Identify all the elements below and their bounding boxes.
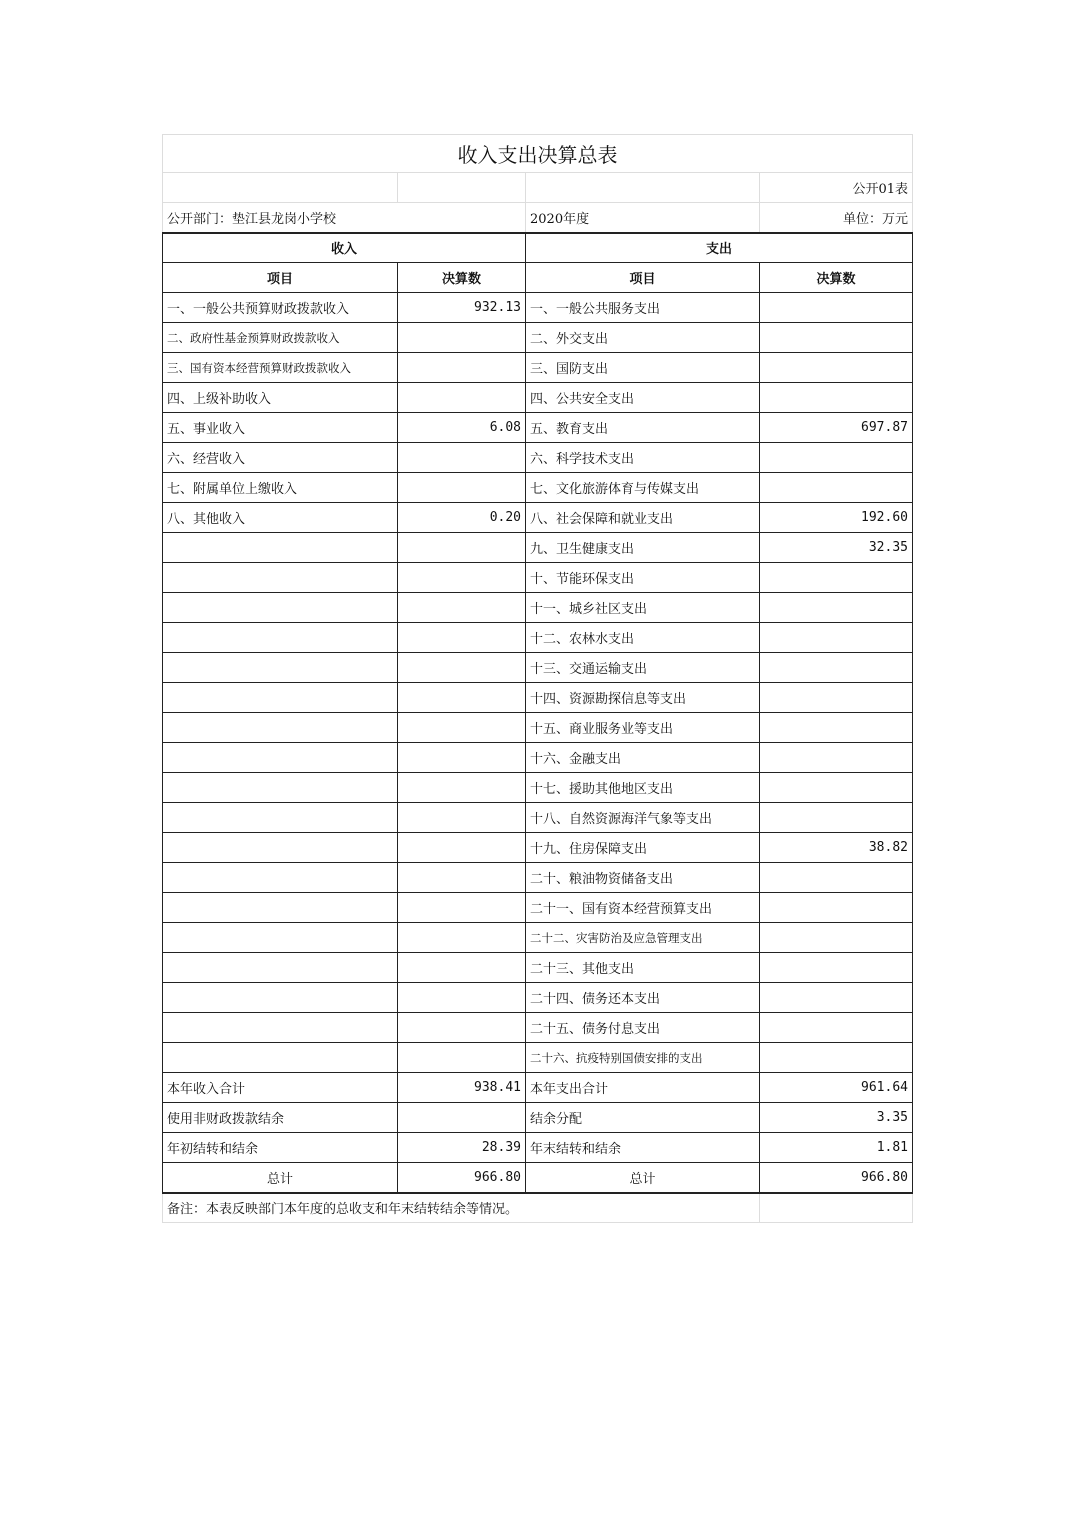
income-amount bbox=[398, 473, 526, 503]
income-item bbox=[163, 923, 398, 953]
expense-item: 十五、商业服务业等支出 bbox=[526, 713, 760, 743]
expense-amount bbox=[760, 683, 913, 713]
income-item bbox=[163, 803, 398, 833]
table-row bbox=[163, 563, 913, 593]
expense-amount bbox=[760, 293, 913, 323]
income-amount-header: 决算数 bbox=[398, 263, 526, 293]
income-amount bbox=[398, 773, 526, 803]
expense-amount bbox=[760, 593, 913, 623]
table-row bbox=[163, 833, 913, 863]
expense-item: 二十二、灾害防治及应急管理支出 bbox=[526, 923, 760, 953]
income-item bbox=[163, 743, 398, 773]
income-section-header: 收入 bbox=[163, 233, 526, 263]
table-row bbox=[163, 533, 913, 563]
expense-item: 十二、农林水支出 bbox=[526, 623, 760, 653]
table-row bbox=[163, 1133, 913, 1163]
table-row bbox=[163, 413, 913, 443]
income-amount bbox=[398, 323, 526, 353]
table-row bbox=[163, 683, 913, 713]
total-expense-amount: 966.80 bbox=[760, 1163, 913, 1193]
table-row bbox=[163, 953, 913, 983]
income-item bbox=[163, 953, 398, 983]
expense-item: 十八、自然资源海洋气象等支出 bbox=[526, 803, 760, 833]
table-row bbox=[163, 293, 913, 323]
income-amount bbox=[398, 833, 526, 863]
table-row bbox=[163, 443, 913, 473]
expense-amount bbox=[760, 773, 913, 803]
expense-item: 八、社会保障和就业支出 bbox=[526, 503, 760, 533]
note-row bbox=[163, 1193, 913, 1223]
income-item bbox=[163, 653, 398, 683]
income-item bbox=[163, 863, 398, 893]
income-item bbox=[163, 563, 398, 593]
expense-amount bbox=[760, 1013, 913, 1043]
expense-amount bbox=[760, 353, 913, 383]
table-row bbox=[163, 593, 913, 623]
expense-amount bbox=[760, 443, 913, 473]
expense-amount bbox=[760, 953, 913, 983]
expense-item: 二十五、债务付息支出 bbox=[526, 1013, 760, 1043]
expense-amount bbox=[760, 473, 913, 503]
expense-item: 结余分配 bbox=[526, 1103, 760, 1133]
expense-item: 十七、援助其他地区支出 bbox=[526, 773, 760, 803]
expense-amount bbox=[760, 983, 913, 1013]
expense-amount bbox=[760, 743, 913, 773]
table-row bbox=[163, 713, 913, 743]
expense-item: 二十一、国有资本经营预算支出 bbox=[526, 893, 760, 923]
expense-amount bbox=[760, 563, 913, 593]
income-item: 使用非财政拨款结余 bbox=[163, 1103, 398, 1133]
expense-item: 二、外交支出 bbox=[526, 323, 760, 353]
income-amount bbox=[398, 1013, 526, 1043]
expense-amount bbox=[760, 923, 913, 953]
expense-amount bbox=[760, 383, 913, 413]
expense-amount: 3.35 bbox=[760, 1103, 913, 1133]
expense-item: 一、一般公共服务支出 bbox=[526, 293, 760, 323]
expense-amount: 1.81 bbox=[760, 1133, 913, 1163]
expense-item: 六、科学技术支出 bbox=[526, 443, 760, 473]
income-item: 三、国有资本经营预算财政拨款收入 bbox=[163, 353, 398, 383]
expense-item: 二十六、抗疫特别国债安排的支出 bbox=[526, 1043, 760, 1073]
expense-amount: 697.87 bbox=[760, 413, 913, 443]
income-amount: 0.20 bbox=[398, 503, 526, 533]
table-row bbox=[163, 1043, 913, 1073]
meta-row bbox=[163, 203, 913, 233]
income-amount bbox=[398, 743, 526, 773]
income-item: 六、经营收入 bbox=[163, 443, 398, 473]
expense-amount bbox=[760, 323, 913, 353]
income-amount bbox=[398, 383, 526, 413]
income-amount bbox=[398, 593, 526, 623]
section-header-row bbox=[163, 233, 913, 263]
income-item: 四、上级补助收入 bbox=[163, 383, 398, 413]
table-row bbox=[163, 923, 913, 953]
expense-item: 二十四、债务还本支出 bbox=[526, 983, 760, 1013]
expense-amount: 38.82 bbox=[760, 833, 913, 863]
expense-amount: 32.35 bbox=[760, 533, 913, 563]
total-income-amount: 966.80 bbox=[398, 1163, 526, 1193]
income-amount: 938.41 bbox=[398, 1073, 526, 1103]
table-row bbox=[163, 863, 913, 893]
income-item bbox=[163, 773, 398, 803]
expense-amount bbox=[760, 893, 913, 923]
expense-amount bbox=[760, 863, 913, 893]
budget-sheet bbox=[162, 134, 912, 1223]
income-amount bbox=[398, 713, 526, 743]
income-amount bbox=[398, 533, 526, 563]
income-amount bbox=[398, 353, 526, 383]
income-expense-table bbox=[162, 134, 913, 1223]
income-item bbox=[163, 683, 398, 713]
form-number: 公开01表 bbox=[760, 173, 913, 203]
expense-item: 本年支出合计 bbox=[526, 1073, 760, 1103]
income-item bbox=[163, 593, 398, 623]
table-row bbox=[163, 383, 913, 413]
income-amount bbox=[398, 443, 526, 473]
income-item bbox=[163, 1043, 398, 1073]
table-row bbox=[163, 623, 913, 653]
income-amount: 28.39 bbox=[398, 1133, 526, 1163]
income-amount bbox=[398, 683, 526, 713]
expense-amount-header: 决算数 bbox=[760, 263, 913, 293]
income-item bbox=[163, 623, 398, 653]
income-item bbox=[163, 1013, 398, 1043]
expense-item: 十三、交通运输支出 bbox=[526, 653, 760, 683]
table-row bbox=[163, 503, 913, 533]
income-amount bbox=[398, 653, 526, 683]
expense-item: 十一、城乡社区支出 bbox=[526, 593, 760, 623]
expense-amount bbox=[760, 803, 913, 833]
income-item: 二、政府性基金预算财政拨款收入 bbox=[163, 323, 398, 353]
income-item bbox=[163, 533, 398, 563]
department-label: 公开部门：垫江县龙岗小学校 bbox=[163, 203, 526, 233]
income-item bbox=[163, 833, 398, 863]
income-amount: 932.13 bbox=[398, 293, 526, 323]
expense-amount: 192.60 bbox=[760, 503, 913, 533]
expense-item: 十、节能环保支出 bbox=[526, 563, 760, 593]
income-amount bbox=[398, 863, 526, 893]
table-row bbox=[163, 1103, 913, 1133]
column-header-row bbox=[163, 263, 913, 293]
expense-item: 四、公共安全支出 bbox=[526, 383, 760, 413]
table-row bbox=[163, 353, 913, 383]
expense-amount bbox=[760, 713, 913, 743]
income-item: 八、其他收入 bbox=[163, 503, 398, 533]
expense-item: 二十、粮油物资储备支出 bbox=[526, 863, 760, 893]
expense-amount bbox=[760, 1043, 913, 1073]
table-row bbox=[163, 1073, 913, 1103]
income-amount bbox=[398, 893, 526, 923]
income-amount bbox=[398, 803, 526, 833]
table-title: 收入支出决算总表 bbox=[163, 135, 913, 173]
expense-item: 十四、资源勘探信息等支出 bbox=[526, 683, 760, 713]
table-row bbox=[163, 773, 913, 803]
expense-amount: 961.64 bbox=[760, 1073, 913, 1103]
income-amount bbox=[398, 953, 526, 983]
table-note: 备注：本表反映部门本年度的总收支和年末结转结余等情况。 bbox=[163, 1193, 760, 1223]
income-item: 年初结转和结余 bbox=[163, 1133, 398, 1163]
fiscal-year: 2020年度 bbox=[526, 203, 760, 233]
income-amount bbox=[398, 983, 526, 1013]
income-item: 一、一般公共预算财政拨款收入 bbox=[163, 293, 398, 323]
expense-amount bbox=[760, 653, 913, 683]
income-item: 五、事业收入 bbox=[163, 413, 398, 443]
table-row bbox=[163, 473, 913, 503]
table-row bbox=[163, 983, 913, 1013]
income-item bbox=[163, 893, 398, 923]
total-expense-label: 总计 bbox=[526, 1163, 760, 1193]
title-row bbox=[163, 135, 913, 173]
expense-item: 十六、金融支出 bbox=[526, 743, 760, 773]
income-amount bbox=[398, 923, 526, 953]
income-item: 本年收入合计 bbox=[163, 1073, 398, 1103]
expense-item: 年末结转和结余 bbox=[526, 1133, 760, 1163]
income-item-header: 项目 bbox=[163, 263, 398, 293]
income-item bbox=[163, 713, 398, 743]
table-row bbox=[163, 803, 913, 833]
expense-item: 五、教育支出 bbox=[526, 413, 760, 443]
income-amount bbox=[398, 1103, 526, 1133]
total-row bbox=[163, 1163, 913, 1193]
table-row bbox=[163, 653, 913, 683]
expense-amount bbox=[760, 623, 913, 653]
income-amount bbox=[398, 623, 526, 653]
income-item: 七、附属单位上缴收入 bbox=[163, 473, 398, 503]
income-amount bbox=[398, 1043, 526, 1073]
form-number-row bbox=[163, 173, 913, 203]
table-row bbox=[163, 743, 913, 773]
expense-item: 二十三、其他支出 bbox=[526, 953, 760, 983]
income-item bbox=[163, 983, 398, 1013]
income-amount: 6.08 bbox=[398, 413, 526, 443]
unit-label: 单位：万元 bbox=[760, 203, 913, 233]
table-row bbox=[163, 323, 913, 353]
expense-item: 九、卫生健康支出 bbox=[526, 533, 760, 563]
expense-item: 十九、住房保障支出 bbox=[526, 833, 760, 863]
table-row bbox=[163, 1013, 913, 1043]
expense-item: 三、国防支出 bbox=[526, 353, 760, 383]
expense-item: 七、文化旅游体育与传媒支出 bbox=[526, 473, 760, 503]
expense-section-header: 支出 bbox=[526, 233, 913, 263]
income-amount bbox=[398, 563, 526, 593]
expense-item-header: 项目 bbox=[526, 263, 760, 293]
table-row bbox=[163, 893, 913, 923]
total-income-label: 总计 bbox=[163, 1163, 398, 1193]
